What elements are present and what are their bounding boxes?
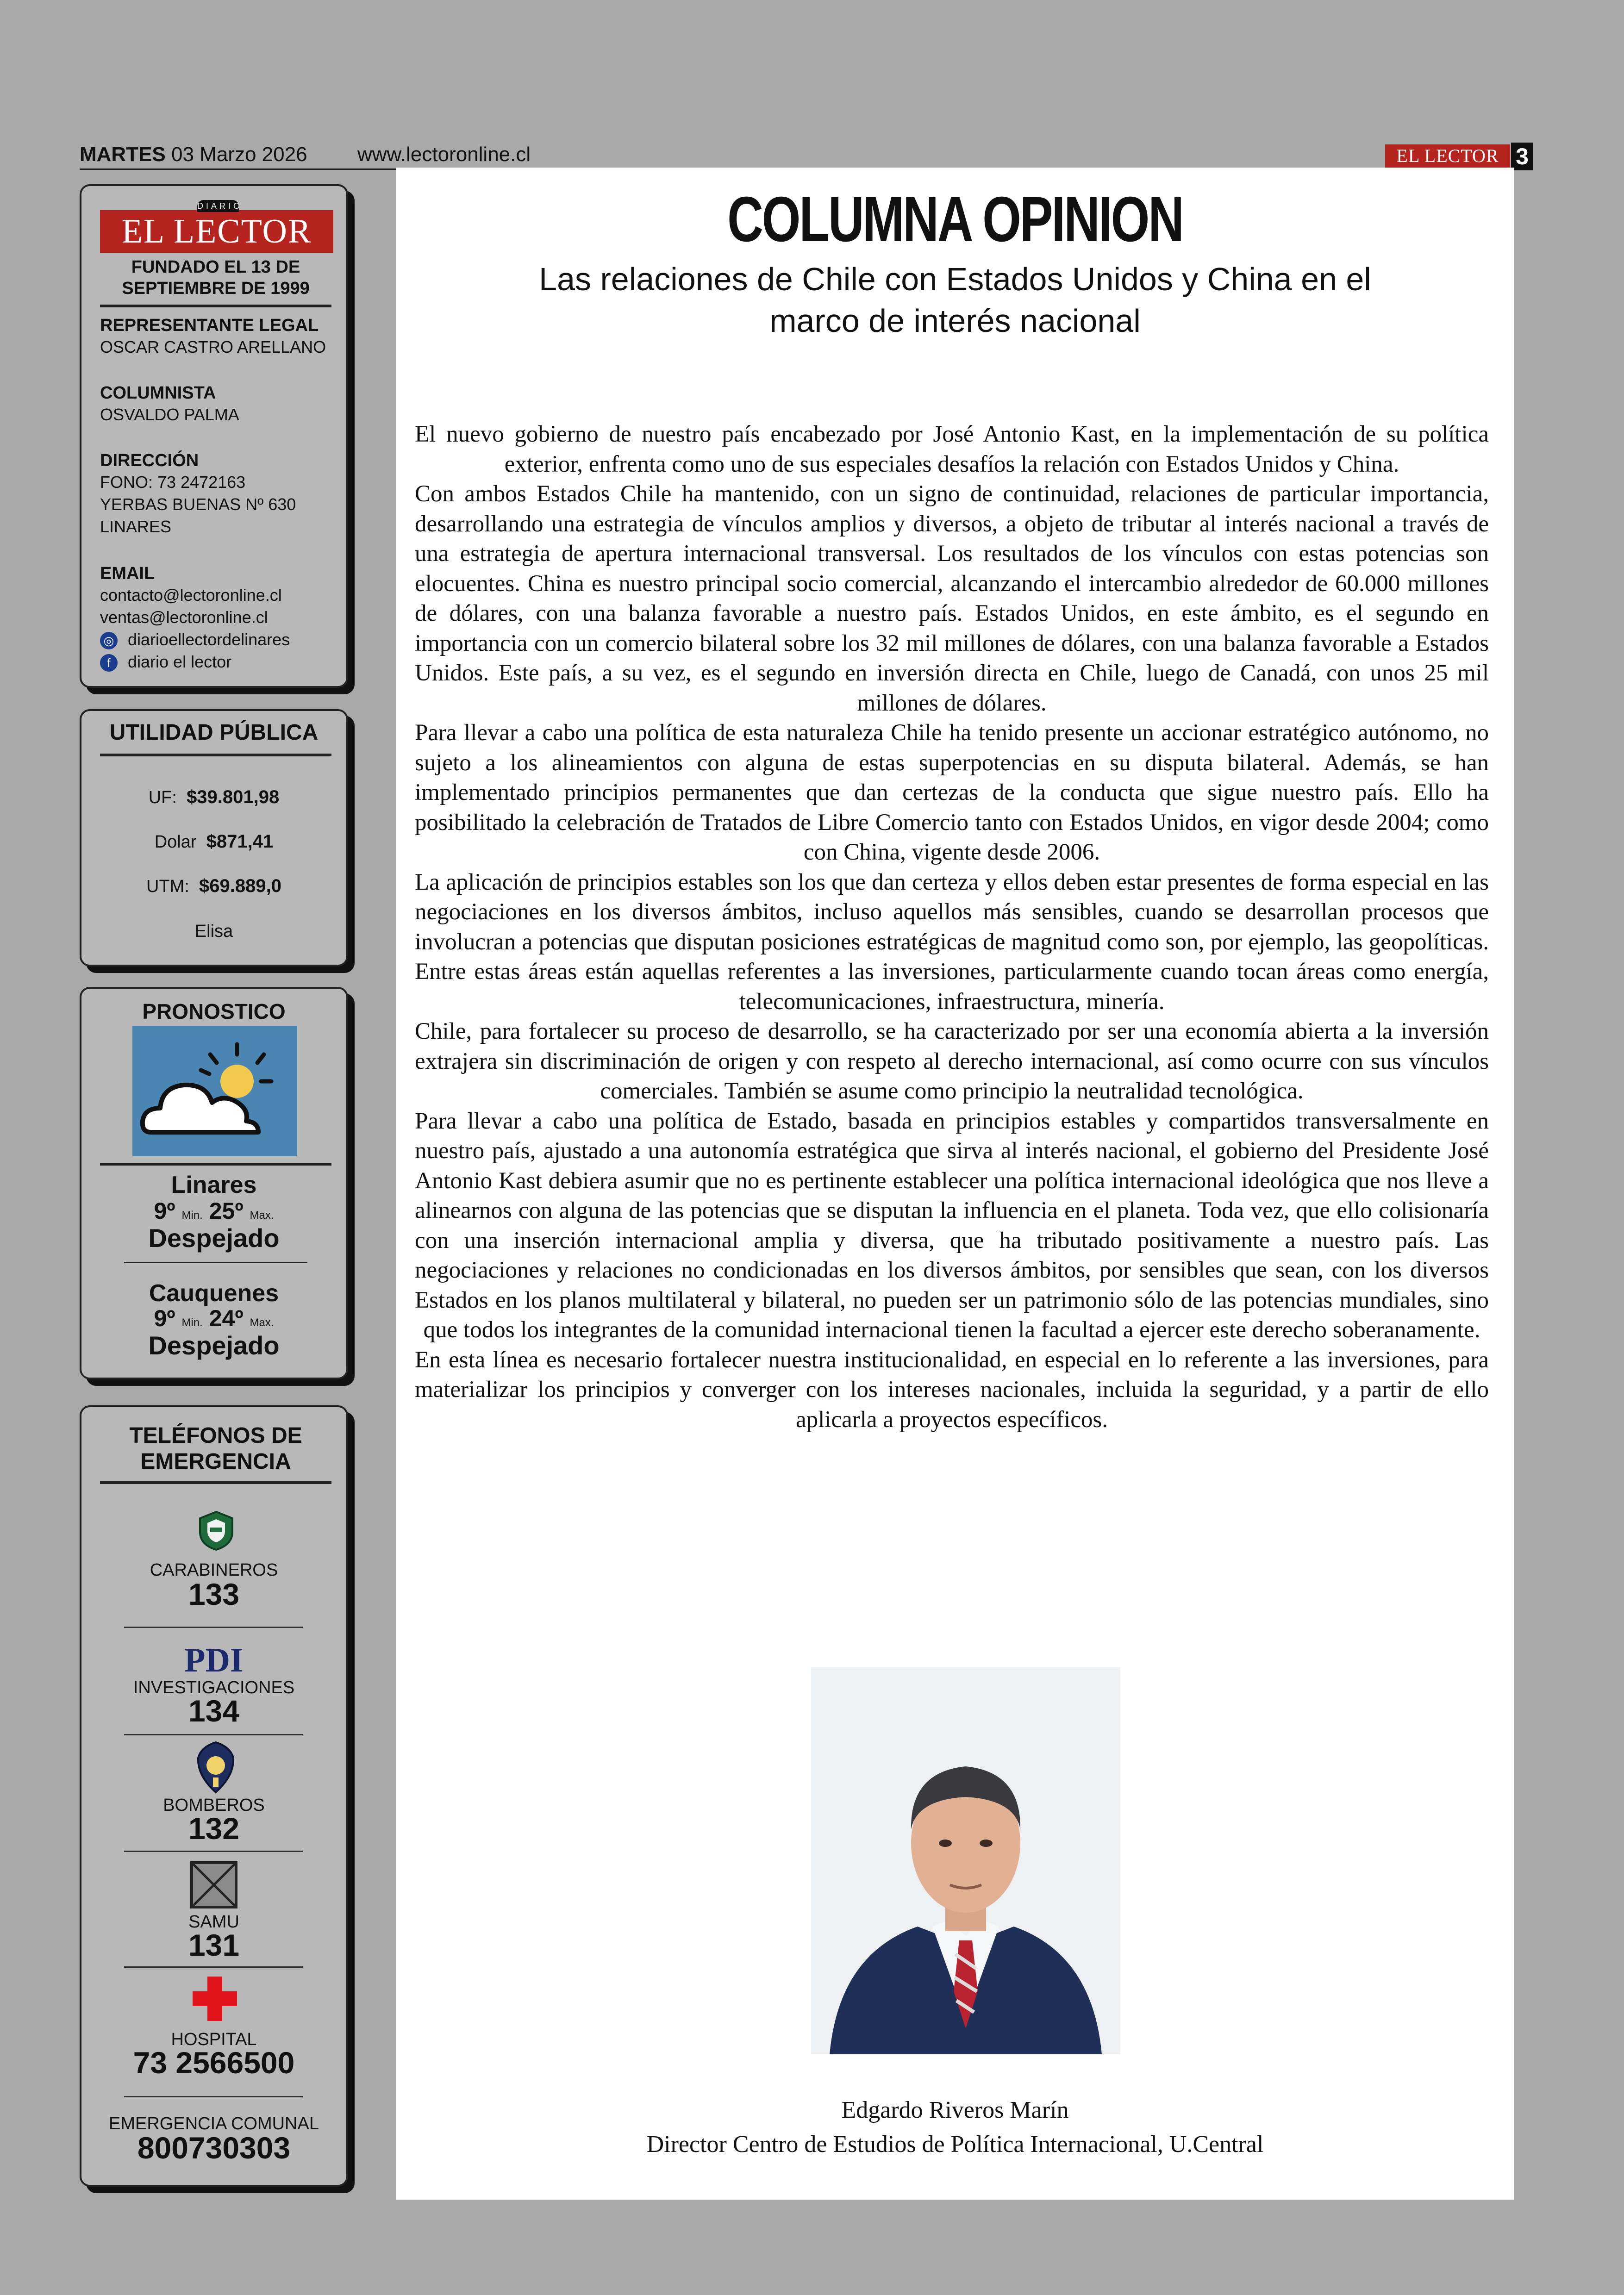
temp-max-label: Max. (250, 1209, 274, 1222)
email-contact[interactable]: contacto@lectoronline.cl (100, 586, 282, 605)
article-paragraph: Para llevar a cabo una política de esta naturaleza Chile ha tenido presente un accionar estratégico autónomo, no sujeto a los alineamientos con alguna de estas superpotencias en su disputa bilateral. Además, se han implementado principios permanentes que dan certezas de la conducta que sigue nuestro país. Ello ha posibilitado la celebración de Tratados de Libre Comercio tanto con Estados Unidos, en vigor desde 2004; como con China, vigente desde 2006. (415, 720, 1489, 865)
section-heading: COLUMNA OPINION (727, 184, 1183, 255)
emergency-number[interactable]: 133 (188, 1577, 240, 1611)
utm-indicator (81, 875, 346, 898)
divider (124, 1262, 307, 1263)
address-street: YERBAS BUENAS Nº 630 (100, 495, 296, 514)
masthead-box (80, 184, 348, 688)
red-cross-icon (191, 1975, 239, 2023)
temp-max: 25º (209, 1198, 244, 1224)
instagram-icon: ◎ (100, 632, 118, 649)
utility-box (80, 709, 348, 967)
emergency-number[interactable]: 134 (188, 1694, 240, 1728)
divider (124, 1851, 303, 1852)
page-number: 3 (1511, 143, 1533, 170)
article-paragraph: Con ambos Estados Chile ha mantenido, con un signo de continuidad, relaciones de particular importancia, desarrollando una estrategia de vínculos amplios y diversos, a objeto de tributar al interés nacional a través de una estrategia de apertura internacional transversal. Los resultados de los vínculos con estas potencias son elocuentes. China es nuestro principal socio comercial, alcanzando el intercambio alrededor de 60.000 millones de dólares, con una balanza favorable a nuestro país. Estados Unidos, en este ámbito, es el segundo en importancia con un comercio bilateral sobre los 32 mil millones de dólares, con una balanza favorable a Estados Unidos. Este país, a su vez, es el segundo en inversión directa en Chile, luego de Canadá, con unos 25 mil millones de dólares. (415, 481, 1489, 716)
instagram-handle: diarioellectordelinares (128, 630, 290, 649)
dolar-label: Dolar (154, 832, 197, 852)
logo-small-text: DIARIO (197, 200, 239, 212)
article-paragraph: Para llevar a cabo una política de Estado, basada en principios estables y compartidos transversalmente en nuestro país, ajustado a una autonomía estratégica que sirva al interés nacional, el gobierno del Presidente José Antonio Kast debiera asumir que no es pertinente establecer una política internacional ideológica que nos lleve a alinearnos con alguna de las potencias que se disputan la influencia en el planeta. Toda vez, que ello colisionaría con una inserción internacional amplia y diversa, que ha tributado positivamente a nuestro país. Las negociaciones y relaciones no condicionadas en los diversos ámbitos, por sensibles que sean, con los diversos Estados en los planos multilateral y bilateral, no pueden ser un patrimonio sólo de las potencias mundiales, sino que todos los integrantes de la comunidad internacional tienen la facultad a ejercer este derecho soberanamente. (415, 1108, 1489, 1343)
divider (100, 1481, 331, 1484)
emergency-label: CARABINEROS (150, 1560, 278, 1580)
carabineros-badge-icon (195, 1510, 237, 1552)
issue-day: MARTES (80, 143, 166, 166)
temp-max-label: Max. (250, 1316, 274, 1329)
uf-value: $39.801,98 (187, 787, 280, 807)
address-label: DIRECCIÓN (100, 451, 199, 470)
emergency-label: INVESTIGACIONES (133, 1678, 295, 1697)
utility-title: UTILIDAD PÚBLICA (109, 720, 319, 745)
legal-value: OSCAR CASTRO ARELLANO (100, 337, 326, 356)
emergency-label: BOMBEROS (163, 1796, 265, 1815)
dolar-indicator (81, 830, 346, 853)
uf-indicator (81, 786, 346, 809)
article-title: Las relaciones de Chile con Estados Unidos y China en el marco de interés nacional (539, 261, 1371, 339)
author-role: Director Centro de Estudios de Política Internacional, U.Central (646, 2131, 1264, 2158)
divider (124, 1734, 303, 1735)
author-photo (811, 1667, 1120, 2054)
temp-max: 24º (209, 1305, 244, 1331)
legal-label: REPRESENTANTE LEGAL (100, 316, 319, 335)
facebook-handle: diario el lector (128, 652, 232, 671)
divider (124, 1966, 303, 1968)
columnist-label: COLUMNISTA (100, 383, 216, 403)
divider (100, 305, 331, 307)
city-name: Cauquenes (149, 1280, 279, 1307)
divider (100, 1163, 331, 1166)
divider (124, 2096, 303, 2097)
bomberos-badge-icon (193, 1740, 239, 1795)
city-condition: Despejado (148, 1331, 280, 1360)
forecast-box (80, 987, 348, 1379)
uf-label: UF: (148, 788, 177, 807)
temp-min-label: Min. (181, 1316, 203, 1329)
emergency-label: SAMU (188, 1912, 239, 1932)
newspaper-logo (100, 201, 333, 253)
emergency-number[interactable]: 132 (188, 1811, 240, 1846)
email-sales[interactable]: ventas@lectoronline.cl (100, 608, 268, 627)
pdi-logo-icon: PDI (184, 1641, 244, 1679)
utm-label: UTM: (146, 877, 189, 896)
instagram-link[interactable] (100, 629, 290, 651)
logo-text: EL LECTOR (121, 212, 312, 250)
dolar-value: $871,41 (206, 831, 274, 852)
facebook-link[interactable] (100, 651, 231, 673)
city-condition: Despejado (148, 1223, 280, 1253)
samu-placeholder-icon (190, 1861, 238, 1909)
city-name: Linares (171, 1172, 257, 1198)
founded-text: FUNDADO EL 13 DE SEPTIEMBRE DE 1999 (122, 257, 310, 298)
utility-note: Elisa (194, 922, 233, 941)
address-city: LINARES (100, 517, 172, 536)
site-url[interactable]: www.lectoronline.cl (357, 143, 531, 166)
partly-cloudy-icon (132, 1026, 297, 1156)
article-panel (396, 168, 1514, 2200)
divider (100, 754, 331, 756)
article-body (415, 419, 1489, 1434)
page-header (80, 143, 1543, 167)
issue-date (80, 143, 307, 167)
temp-min: 9º (154, 1305, 175, 1331)
issue-date-text: 03 Marzo 2026 (171, 143, 307, 166)
emergency-box (80, 1405, 348, 2187)
article-paragraph: Chile, para fortalecer su proceso de desarrollo, se ha caracterizado por ser una economía abierta a la inversión extrajera sin discriminación de origen y con respeto al derecho internacional, así como ocurre con sus vínculos comerciales. También se asume como principio la neutralidad tecnológica. (415, 1018, 1489, 1104)
temp-min-label: Min. (181, 1209, 203, 1222)
emergency-title: TELÉFONOS DE EMERGENCIA (129, 1423, 302, 1474)
forecast-title: PRONOSTICO (142, 999, 286, 1023)
emergency-number[interactable]: 800730303 (137, 2131, 291, 2165)
emergency-label: HOSPITAL (171, 2030, 257, 2049)
utm-value: $69.889,0 (199, 876, 281, 896)
article-paragraph: La aplicación de principios estables son los que dan certeza y ellos deben estar presentes de forma especial en las negociaciones en los diversos ámbitos, incluso aquellos más sensibles, cuando se desarrollan procesos que involucran a potencias que disputan posiciones estratégicas de magnitud como son, por ejemplo, las geopolíticas. Entre estas áreas están aquellas referentes a las inversiones, particularmente cuando tocan áreas como energía, telecomunicaciones, infraestructura, minería. (415, 869, 1489, 1015)
facebook-icon: f (100, 654, 118, 672)
temp-min: 9º (154, 1198, 175, 1224)
address-phone: FONO: 73 2472163 (100, 473, 246, 492)
email-label: EMAIL (100, 564, 155, 583)
author-name: Edgardo Riveros Marín (841, 2097, 1069, 2123)
emergency-label: EMERGENCIA COMUNAL (109, 2114, 319, 2133)
article-paragraph: En esta línea es necesario fortalecer nuestra institucionalidad, en especial en lo referente a las inversiones, para materializar los principios y converger con los intereses nacionales, incluida la seguridad, y a partir de ello aplicarla a proyectos específicos. (415, 1347, 1489, 1433)
article-paragraph: El nuevo gobierno de nuestro país encabezado por José Antonio Kast, en la implementación de su política exterior, enfrenta como uno de sus especiales desafíos la relación con Estados Unidos y China. (415, 421, 1489, 477)
header-logo: EL LECTOR (1385, 144, 1510, 168)
divider (124, 1627, 303, 1628)
columnist-value: OSVALDO PALMA (100, 405, 239, 424)
emergency-number[interactable]: 73 2566500 (133, 2046, 295, 2080)
emergency-number[interactable]: 131 (188, 1928, 240, 1962)
